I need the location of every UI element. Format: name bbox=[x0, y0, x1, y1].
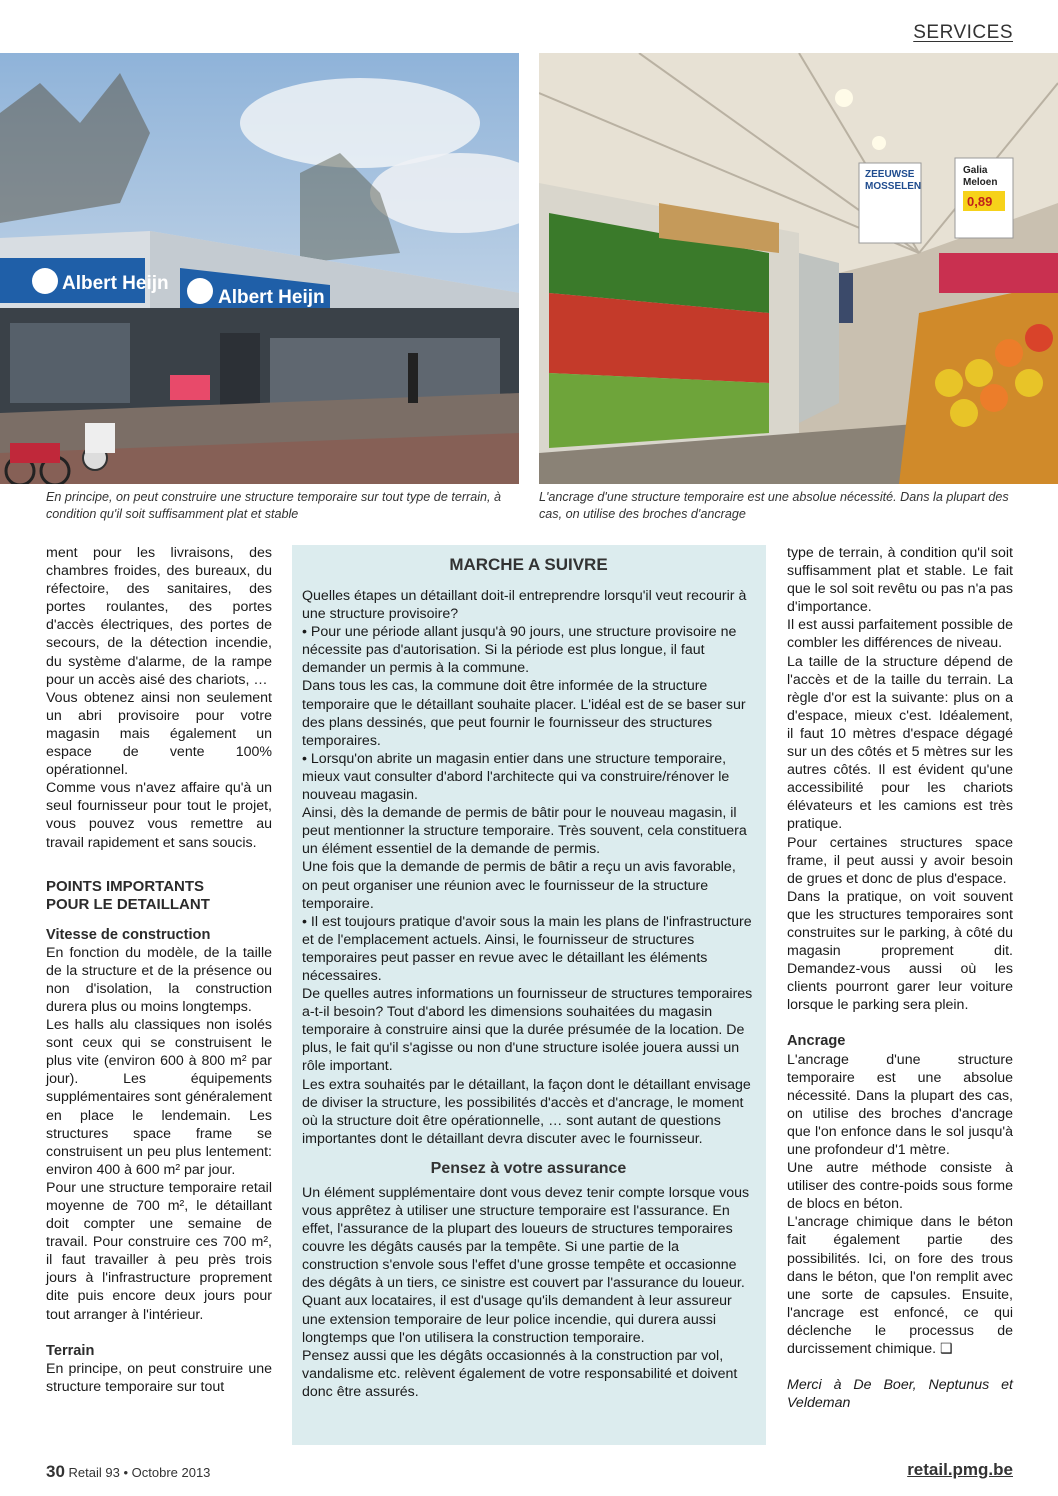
col3-paragraph-8: L'ancrage chimique dans le béton fait également partie des possibilités. Ici, on fore des trous dans le béton, que l'on remplit avec une sorte de capsules. Ensuite, l'ancrage est enfoncé, ce qui déclenche le processus de durcissement chimique. bbox=[787, 1214, 1013, 1358]
caption-right: L'ancrage d'une structure temporaire est une absolue nécessité. Dans la plupart des cas, on utilise des broches d'ancrage bbox=[539, 490, 1009, 521]
col3-paragraph-7: Une autre méthode consiste à utiliser des contre-poids sous forme de blocs en béton. bbox=[787, 1160, 1013, 1213]
box-paragraph-10: Un élément supplémentaire dont vous devez tenir compte lorsque vous vous apprêtez à utiliser une structure temporaire est l'assurance. En effet, l'assurance de la plupart des loueurs de structures temporaires couvre les dégâts causés par la tempête. Si une partie de la construction s'envole sous l'effet d'une grosse tempête et occasionne des dégâts à un tiers, ce sinistre est couvert par l'assurance du loueur. Quant aux locataires, il est d'usage qu'ils demandent à leur assureur une extension temporaire de leur police incendie, qui durera aussi longtemps que l'on utilisera la construction temporaire. bbox=[302, 1184, 750, 1346]
col3-paragraph-4: Pour certaines structures space frame, il peut aussi y avoir besoin de grues et donc de plus d'espace. bbox=[787, 834, 1013, 887]
col1-paragraph-2: Vous obtenez ainsi non seulement un abri provisoire pour votre magasin mais également un espace de vente 100% opérationnel. bbox=[46, 689, 272, 779]
column-left bbox=[46, 544, 272, 1396]
caption-left: En principe, on peut construire une structure temporaire sur tout type de terrain, à condition qu'il soit suffisamment plat et stable bbox=[46, 490, 502, 521]
acknowledgements: Merci à De Boer, Neptunus et Veldeman bbox=[787, 1377, 1013, 1412]
sign-albert-heijn-1: Albert Heijn bbox=[62, 273, 169, 294]
box-title: MARCHE A SUIVRE bbox=[449, 555, 608, 574]
box-paragraph-7: • Il est toujours pratique d'avoir sous la main les plans de l'infrastructure et de l'emplacement actuels. Ainsi, le fournisseur de structures temporaires peut passer en revue avec le détaillant les éléments nécessaires. bbox=[302, 913, 752, 984]
sign-albert-heijn-2: Albert Heijn bbox=[218, 287, 325, 308]
col3-paragraph-5: Dans la pratique, on voit souvent que les structures temporaires sont construites sur le parking, à côté du magasin proprement dit. Demandez-vous aussi où les clients pourront garer leur voiture lorsque le parking sera plein. bbox=[787, 888, 1013, 1014]
heading-points-importants: POINTS IMPORTANTS bbox=[46, 877, 205, 895]
box-subtitle-assurance: Pensez à votre assurance bbox=[430, 1159, 627, 1177]
box-paragraph-6: Une fois que la demande de permis de bâtir a reçu un avis favorable, on peut organiser une réunion avec le fournisseur de la structure temporaire. bbox=[302, 859, 736, 912]
sign-galia: Galia bbox=[963, 165, 988, 176]
box-paragraph-3: Dans tous les cas, la commune doit être informée de la structure temporaire que le détaillant souhaite placer. L'idéal est de se baser sur des plans dessinés, que peut fournir le fournisseur des structures temporaires. bbox=[302, 678, 746, 749]
photo-store-interior bbox=[539, 53, 1058, 484]
sign-zeeuwse: ZEEUWSE bbox=[865, 169, 915, 180]
col3-paragraph-2: Il est aussi parfaitement possible de combler les différences de niveau. bbox=[787, 617, 1013, 652]
end-mark-icon: ❑ bbox=[939, 1341, 953, 1358]
subheading-ancrage: Ancrage bbox=[787, 1033, 846, 1050]
box-paragraph-5: Ainsi, dès la demande de permis de bâtir pour le nouveau magasin, il peut mentionner la structure temporaire. Très souvent, cela constituera un élément essentiel de la demande de permis. bbox=[302, 805, 747, 858]
col1-paragraph-6: Pour une structure temporaire retail moyenne de 700 m², le détaillant doit compter une semaine de travail. Pour construire ces 700 m², il faut travailler à peu près trois jours à l'infrastructure proprement dite puis encore deux jours pour tout arranger à l'intérieur. bbox=[46, 1179, 272, 1323]
column-right bbox=[787, 544, 1013, 1412]
sign-mosselen: MOSSELEN bbox=[865, 181, 922, 192]
box-paragraph-9: Les extra souhaités par le détaillant, la façon dont le détaillant envisage de diviser la structure, les possibilités d'accès et d'ancrage, le moment où la structure doit être opérationnelle, … sont autant de questions importantes dont le détaillant devra discuter avec le fournisseur. bbox=[302, 1076, 751, 1147]
col3-paragraph-3: La taille de la structure dépend de l'accès et de la taille du terrain. La règle d'or est la suivante: plus on a d'espace, mieux c'est. Idéalement, il faut 10 mètres d'espace dégagé sur un des côtés et 5 mètres sur les autres côtés. Il est évident qu'une accessibilité pour les chariots élévateurs et les camions est très pratique. bbox=[787, 653, 1013, 833]
col1-paragraph-3: Comme vous n'avez affaire qu'à un seul fournisseur pour tout le projet, vous pouvez vous remettre au travail rapidement et sans soucis. bbox=[46, 780, 272, 851]
box-paragraph-2: • Pour une période allant jusqu'à 90 jours, une structure provisoire ne nécessite pas d'autorisation. Si la période est plus longue, il faut demander un permis à la commune. bbox=[302, 624, 737, 677]
subheading-vitesse: Vitesse de construction bbox=[46, 926, 211, 943]
section-label: SERVICES bbox=[913, 22, 1013, 43]
issue-info: Retail 93 • Octobre 2013 bbox=[68, 1465, 211, 1480]
footer-page-info bbox=[46, 1462, 210, 1482]
sign-price: 0,89 bbox=[967, 194, 993, 209]
box-paragraph-1: Quelles étapes un détaillant doit-il entreprendre lorsqu'il veut recourir à une structure provisoire? bbox=[302, 588, 747, 623]
photo-store-exterior bbox=[0, 53, 519, 484]
box-paragraph-8: De quelles autres informations un fournisseur de structures temporaires a-t-il besoin? Tout d'abord les dimensions souhaitées du magasin temporaire à construire ainsi que la durée présumée de la location. De plus, le fait qu'il s'agisse ou non d'une structure isolée jouera aussi un rôle important. bbox=[302, 986, 753, 1075]
col1-paragraph-1: ment pour les livraisons, des chambres froides, des bureaux, du réfectoire, des sanitaires, des portes roulantes, des portes d'accès électriques, des portes de secours, de la détection incendie, du système d'alarme, de la rampe pour un accès aisé des chariots, … bbox=[46, 545, 272, 688]
box-paragraph-4: • Lorsqu'on abrite un magasin entier dans une structure temporaire, mieux vaut consulter d'abord l'architecte qui va construire/rénover le nouveau magasin. bbox=[302, 750, 730, 804]
col1-paragraph-5: Les halls alu classiques non isolés sont ceux qui se construisent le plus vite (environ 600 à 800 m² par jour). Les équipements supplémentaires sont généralement en place le lendemain. Les structures space frame se construisent un peu plus lentement: environ 400 à 600 m² par jour. bbox=[46, 1017, 272, 1178]
page-number: 30 bbox=[46, 1462, 65, 1481]
col3-paragraph-6: L'ancrage d'une structure temporaire est une absolue nécessité. Dans la plupart des cas, on utilise des broches d'ancrage que l'on enfonce dans le sol jusqu'à une profondeur d'1 mètre. bbox=[787, 1051, 1013, 1158]
col1-paragraph-4: En fonction du modèle, de la taille de la structure et de la présence ou non d'isolation, la construction durera plus ou moins longtemps. bbox=[46, 944, 272, 1015]
sidebar-box-marche-a-suivre bbox=[292, 545, 766, 1445]
sign-meloen: Meloen bbox=[963, 177, 998, 188]
col3-paragraph-1: type de terrain, à condition qu'il soit suffisamment plat et stable. Le fait que le sol soit revêtu ou pas n'a pas d'importance. bbox=[787, 545, 1013, 616]
col1-paragraph-7: En principe, on peut construire une structure temporaire sur tout bbox=[46, 1360, 272, 1395]
footer-website-link[interactable]: retail.pmg.be bbox=[907, 1460, 1013, 1479]
subheading-terrain: Terrain bbox=[46, 1342, 95, 1359]
box-paragraph-11: Pensez aussi que les dégâts occasionnés à la construction par vol, vandalisme etc. relèvent également de votre responsabilité et doivent donc être assurés. bbox=[302, 1347, 738, 1400]
heading-pour-le-detaillant: POUR LE DETAILLANT bbox=[46, 895, 210, 913]
